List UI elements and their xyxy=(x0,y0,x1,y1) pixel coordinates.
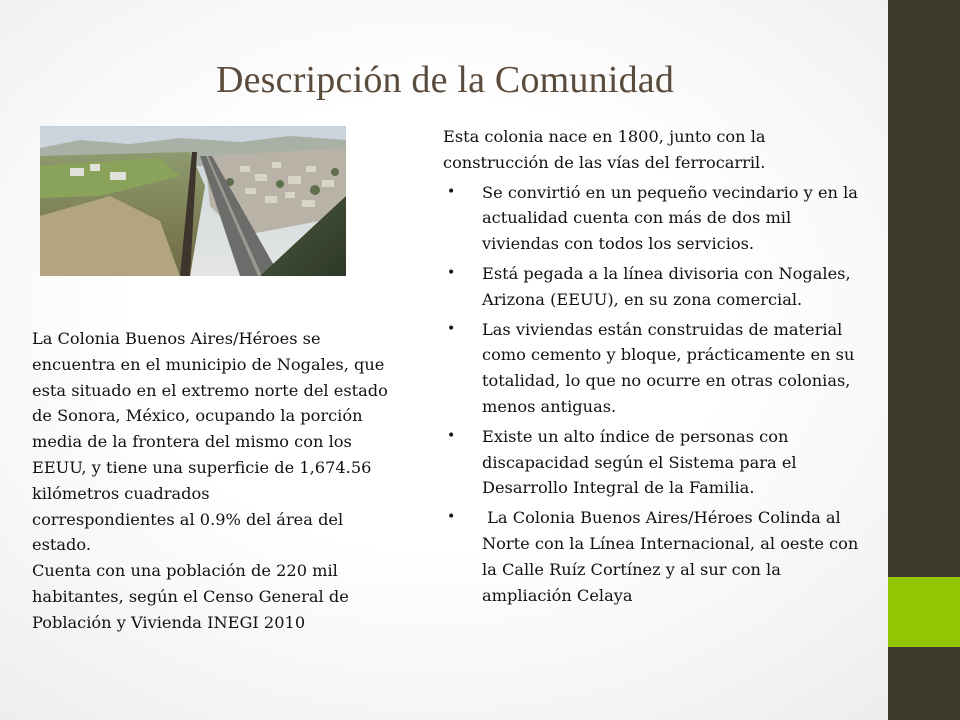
bullet-item xyxy=(443,180,873,257)
bullet-text: Existe un alto índice de personas con discapacidad según el Sistema para el Desarrollo Integral de la Familia. xyxy=(482,426,797,498)
slide-title: Descripción de la Comunidad xyxy=(215,59,675,101)
bullet-list xyxy=(443,180,873,609)
sidebar-accent-bar xyxy=(888,577,960,647)
left-paragraph: correspondientes al 0.9% del área del estado. xyxy=(32,509,344,555)
right-description xyxy=(443,124,873,612)
left-description xyxy=(32,326,402,636)
bullet-text: Se convirtió en un pequeño vecindario y en la actualidad cuenta con más de dos mil viviendas con todos los servicios. xyxy=(482,182,858,254)
left-paragraph: Cuenta con una población de 220 mil habitantes, según el Censo General de Población y Vivienda INEGI 2010 xyxy=(32,561,349,632)
bullet-icon: • xyxy=(447,183,456,200)
border-photo xyxy=(40,126,346,276)
intro-paragraph: Esta colonia nace en 1800, junto con la construcción de las vías del ferrocarril. xyxy=(443,127,766,172)
bullet-item xyxy=(443,424,873,501)
bullet-item xyxy=(443,261,873,313)
bullet-item xyxy=(443,317,873,420)
bullet-icon: • xyxy=(447,320,456,337)
bullet-text: La Colonia Buenos Aires/Héroes Colinda al Norte con la Línea Internacional, al oeste con la Calle Ruíz Cortínez y al sur con la ampliación Celaya xyxy=(482,508,864,605)
bullet-icon: • xyxy=(447,509,456,526)
bullet-icon: • xyxy=(447,427,456,444)
bullet-text: Está pegada a la línea divisoria con Nogales, Arizona (EEUU), en su zona comercial. xyxy=(482,263,851,309)
bullet-item xyxy=(443,505,873,608)
bullet-text: Las viviendas están construidas de material como cemento y bloque, prácticamente en su totalidad, lo que no ocurre en otras colonias, menos antiguas. xyxy=(482,319,855,416)
border-photo-image xyxy=(40,126,346,276)
bullet-icon: • xyxy=(447,264,456,281)
left-paragraph: La Colonia Buenos Aires/Héroes se encuentra en el municipio de Nogales, que esta situado en el extremo norte del estado de Sonora, México, ocupando la porción media de la frontera del mismo con los EEUU, y tiene una superficie de 1,674.56 kilómetros cuadrados xyxy=(32,329,388,503)
